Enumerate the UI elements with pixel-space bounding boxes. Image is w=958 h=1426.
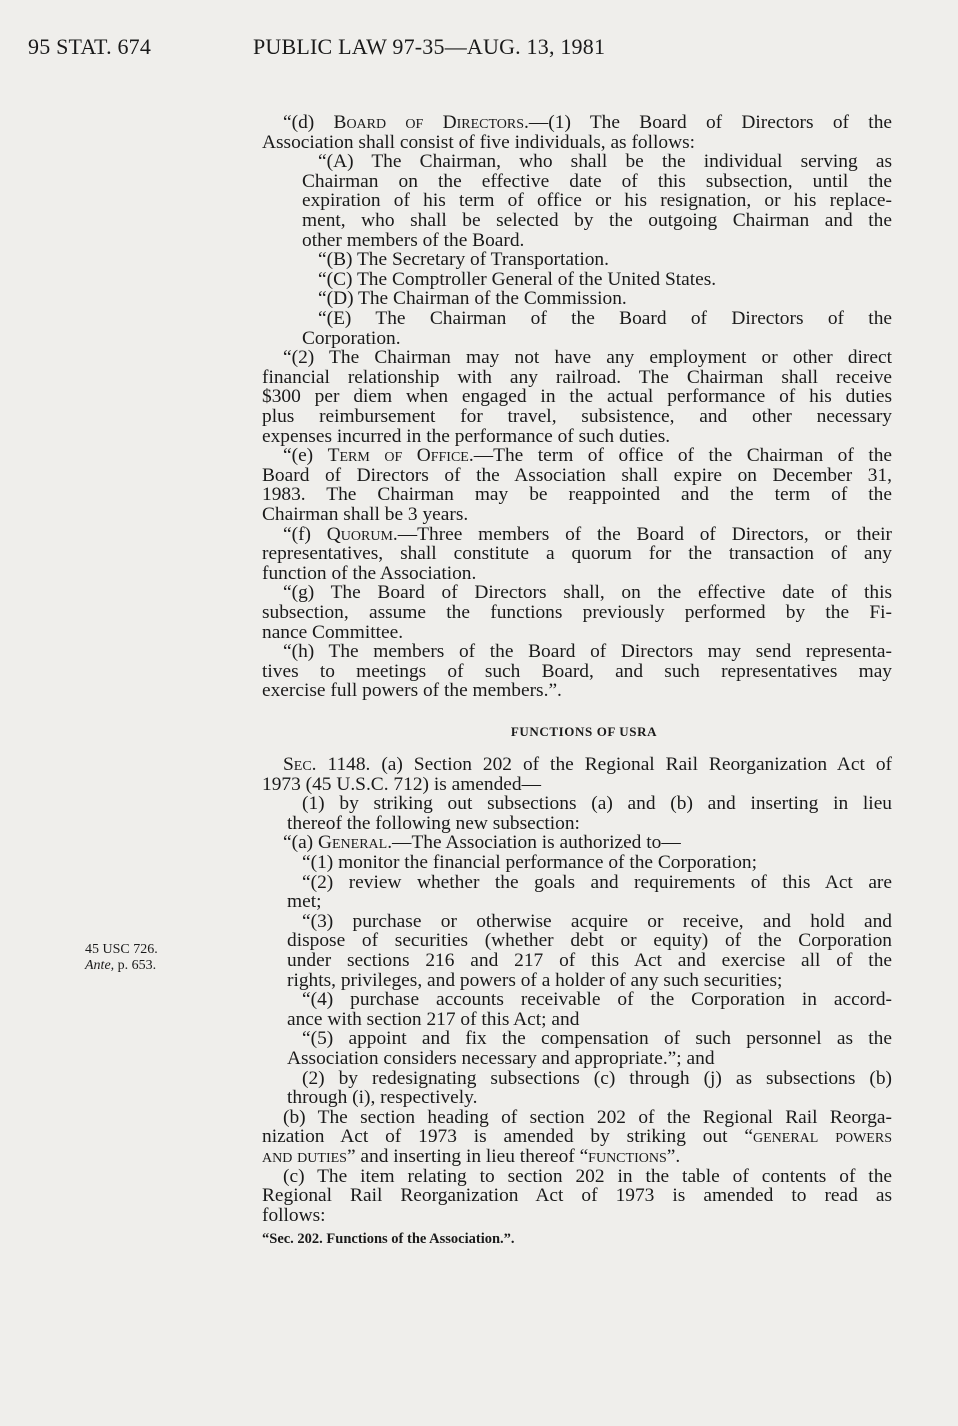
text-run: .—The term of office of the Chairman of the [468, 446, 892, 467]
text-line: function of the Association. [262, 562, 477, 584]
text-run: ”. [666, 1146, 681, 1167]
text-run: .—(1) The Board of Directors of the [524, 113, 892, 133]
text-line: “(B) The Secretary of Transportation. [318, 249, 609, 271]
text-line: dispose of securities (whether debt or equity) of the Corporation [287, 931, 892, 952]
text-line: under sections 216 and 217 of this Act and exercise all of the [287, 951, 892, 971]
text-line: ment, who shall be selected by the outgoing Chairman and the [302, 211, 892, 231]
small-caps-term: Quorum [326, 524, 393, 545]
text-run: “(e) [283, 446, 328, 467]
text-line: “(3) purchase or otherwise acquire or receive, and hold and [302, 911, 892, 932]
text-line: 1973 (45 U.S.C. 712) is amended— [262, 773, 541, 795]
page-stat-number: 95 STAT. 674 [28, 34, 152, 59]
text-line [283, 446, 892, 466]
text-line: “(E) The Chairman of the Board of Directors of the [318, 309, 892, 329]
text-line: follows: [262, 1204, 326, 1226]
text-line: “(C) The Comptroller General of the United States. [318, 268, 717, 290]
text-line: “(2) review whether the goals and requirements of this Act are [302, 872, 892, 893]
text-line: representatives, shall constitute a quorum for the transaction of any [262, 544, 892, 565]
text-line [262, 1147, 892, 1167]
text-line: other members of the Board. [302, 229, 525, 251]
small-caps-term: and duties [262, 1146, 347, 1167]
text-line: expiration of his term of office or his resignation, or his replace- [302, 191, 892, 212]
text-line: “(h) The members of the Board of Directors may send representa- [283, 642, 892, 663]
text-run: nization Act of 1973 is amended by striking out “ [262, 1127, 754, 1148]
text-line: thereof the following new subsection: [287, 812, 580, 834]
text-line: “(1) monitor the financial performance of the Corporation; [302, 852, 757, 873]
margin-note [85, 942, 158, 974]
text-line [262, 1127, 892, 1147]
text-line: rights, privileges, and powers of a holder of any such securities; [287, 969, 783, 991]
text-line [283, 113, 892, 133]
text-line [283, 525, 892, 545]
small-caps-term: Board of Directors [333, 113, 525, 133]
page-running-title: PUBLIC LAW 97-35—AUG. 13, 1981 [253, 34, 606, 59]
text-line: (c) The item relating to section 202 in the table of contents of the [283, 1166, 892, 1187]
margin-page: p. 653. [114, 958, 157, 973]
small-caps-term: general powers [753, 1127, 892, 1148]
text-line: ance with section 217 of this Act; and [287, 1008, 580, 1030]
text-line: expenses incurred in the performance of such duties. [262, 425, 671, 447]
text-line: Regional Rail Reorganization Act of 1973 is amended to read as [262, 1186, 892, 1207]
text-line: “(5) appoint and fix the compensation of such personnel as the [302, 1029, 892, 1050]
text-run: .—Three members of the Board of Directors, or their [392, 524, 892, 545]
small-caps-term: functions [588, 1146, 667, 1167]
text-line: tives to meetings of such Board, and such representatives may [262, 661, 892, 682]
text-run: “(d) [283, 113, 334, 133]
text-line: 1983. The Chairman may be reappointed and the term of the [262, 485, 892, 506]
text-line: $300 per diem when engaged in the actual performance of his duties [262, 387, 892, 408]
text-line [283, 755, 892, 775]
text-run: “(a) [283, 832, 318, 854]
text-line: Association considers necessary and appropriate.”; and [287, 1048, 715, 1069]
text-line: (b) The section heading of section 202 of the Regional Rail Reorga- [283, 1107, 892, 1128]
text-line: Chairman shall be 3 years. [262, 504, 469, 525]
section-heading: FUNCTIONS OF USRA [510, 724, 658, 739]
text-line: Board of Directors of the Association shall expire on December 31, [262, 465, 892, 486]
text-line: Association shall consist of five individuals, as follows: [262, 131, 696, 153]
text-run: 1148. (a) Section 202 of the Regional Rail Reorganization Act of [316, 755, 892, 775]
text-line: financial relationship with any railroad. The Chairman shall receive [262, 367, 892, 388]
text-line: plus reimbursement for travel, subsistence, and other necessary [262, 407, 892, 427]
text-line: met; [287, 891, 322, 913]
text-line: subsection, assume the functions previously performed by the Fi- [262, 603, 892, 623]
small-caps-term: General [317, 832, 388, 854]
text-line: through (i), respectively. [287, 1087, 478, 1109]
text-line: “(g) The Board of Directors shall, on the effective date of this [283, 583, 892, 604]
text-line: Chairman on the effective date of this subsection, until the [302, 171, 892, 192]
text-line: Corporation. [302, 327, 401, 349]
small-caps-term: Term of Office [327, 446, 469, 467]
small-caps-term: Sec. [283, 755, 317, 775]
text-line [283, 833, 892, 853]
margin-ante: Ante, [85, 958, 115, 973]
text-line: (1) by striking out subsections (a) and (b) and inserting in lieu [302, 794, 892, 815]
text-line: nance Committee. [262, 621, 404, 643]
text-run: ” and inserting in lieu thereof “ [346, 1146, 589, 1167]
text-run: “(f) [283, 524, 327, 545]
text-run: .—The Association is authorized to— [387, 832, 681, 854]
text-line: “(D) The Chairman of the Commission. [318, 288, 627, 310]
text-line: “(4) purchase accounts receivable of the Corporation in accord- [302, 990, 892, 1011]
margin-citation: 45 USC 726. [85, 942, 158, 957]
text-line: “(A) The Chairman, who shall be the individual serving as [318, 152, 892, 173]
text-line: “(2) The Chairman may not have any employment or other direct [283, 348, 892, 369]
text-line: (2) by redesignating subsections (c) through (j) as subsections (b) [302, 1068, 892, 1089]
toc-entry: “Sec. 202. Functions of the Association.”. [262, 1231, 515, 1248]
text-line: exercise full powers of the members.”. [262, 680, 562, 702]
